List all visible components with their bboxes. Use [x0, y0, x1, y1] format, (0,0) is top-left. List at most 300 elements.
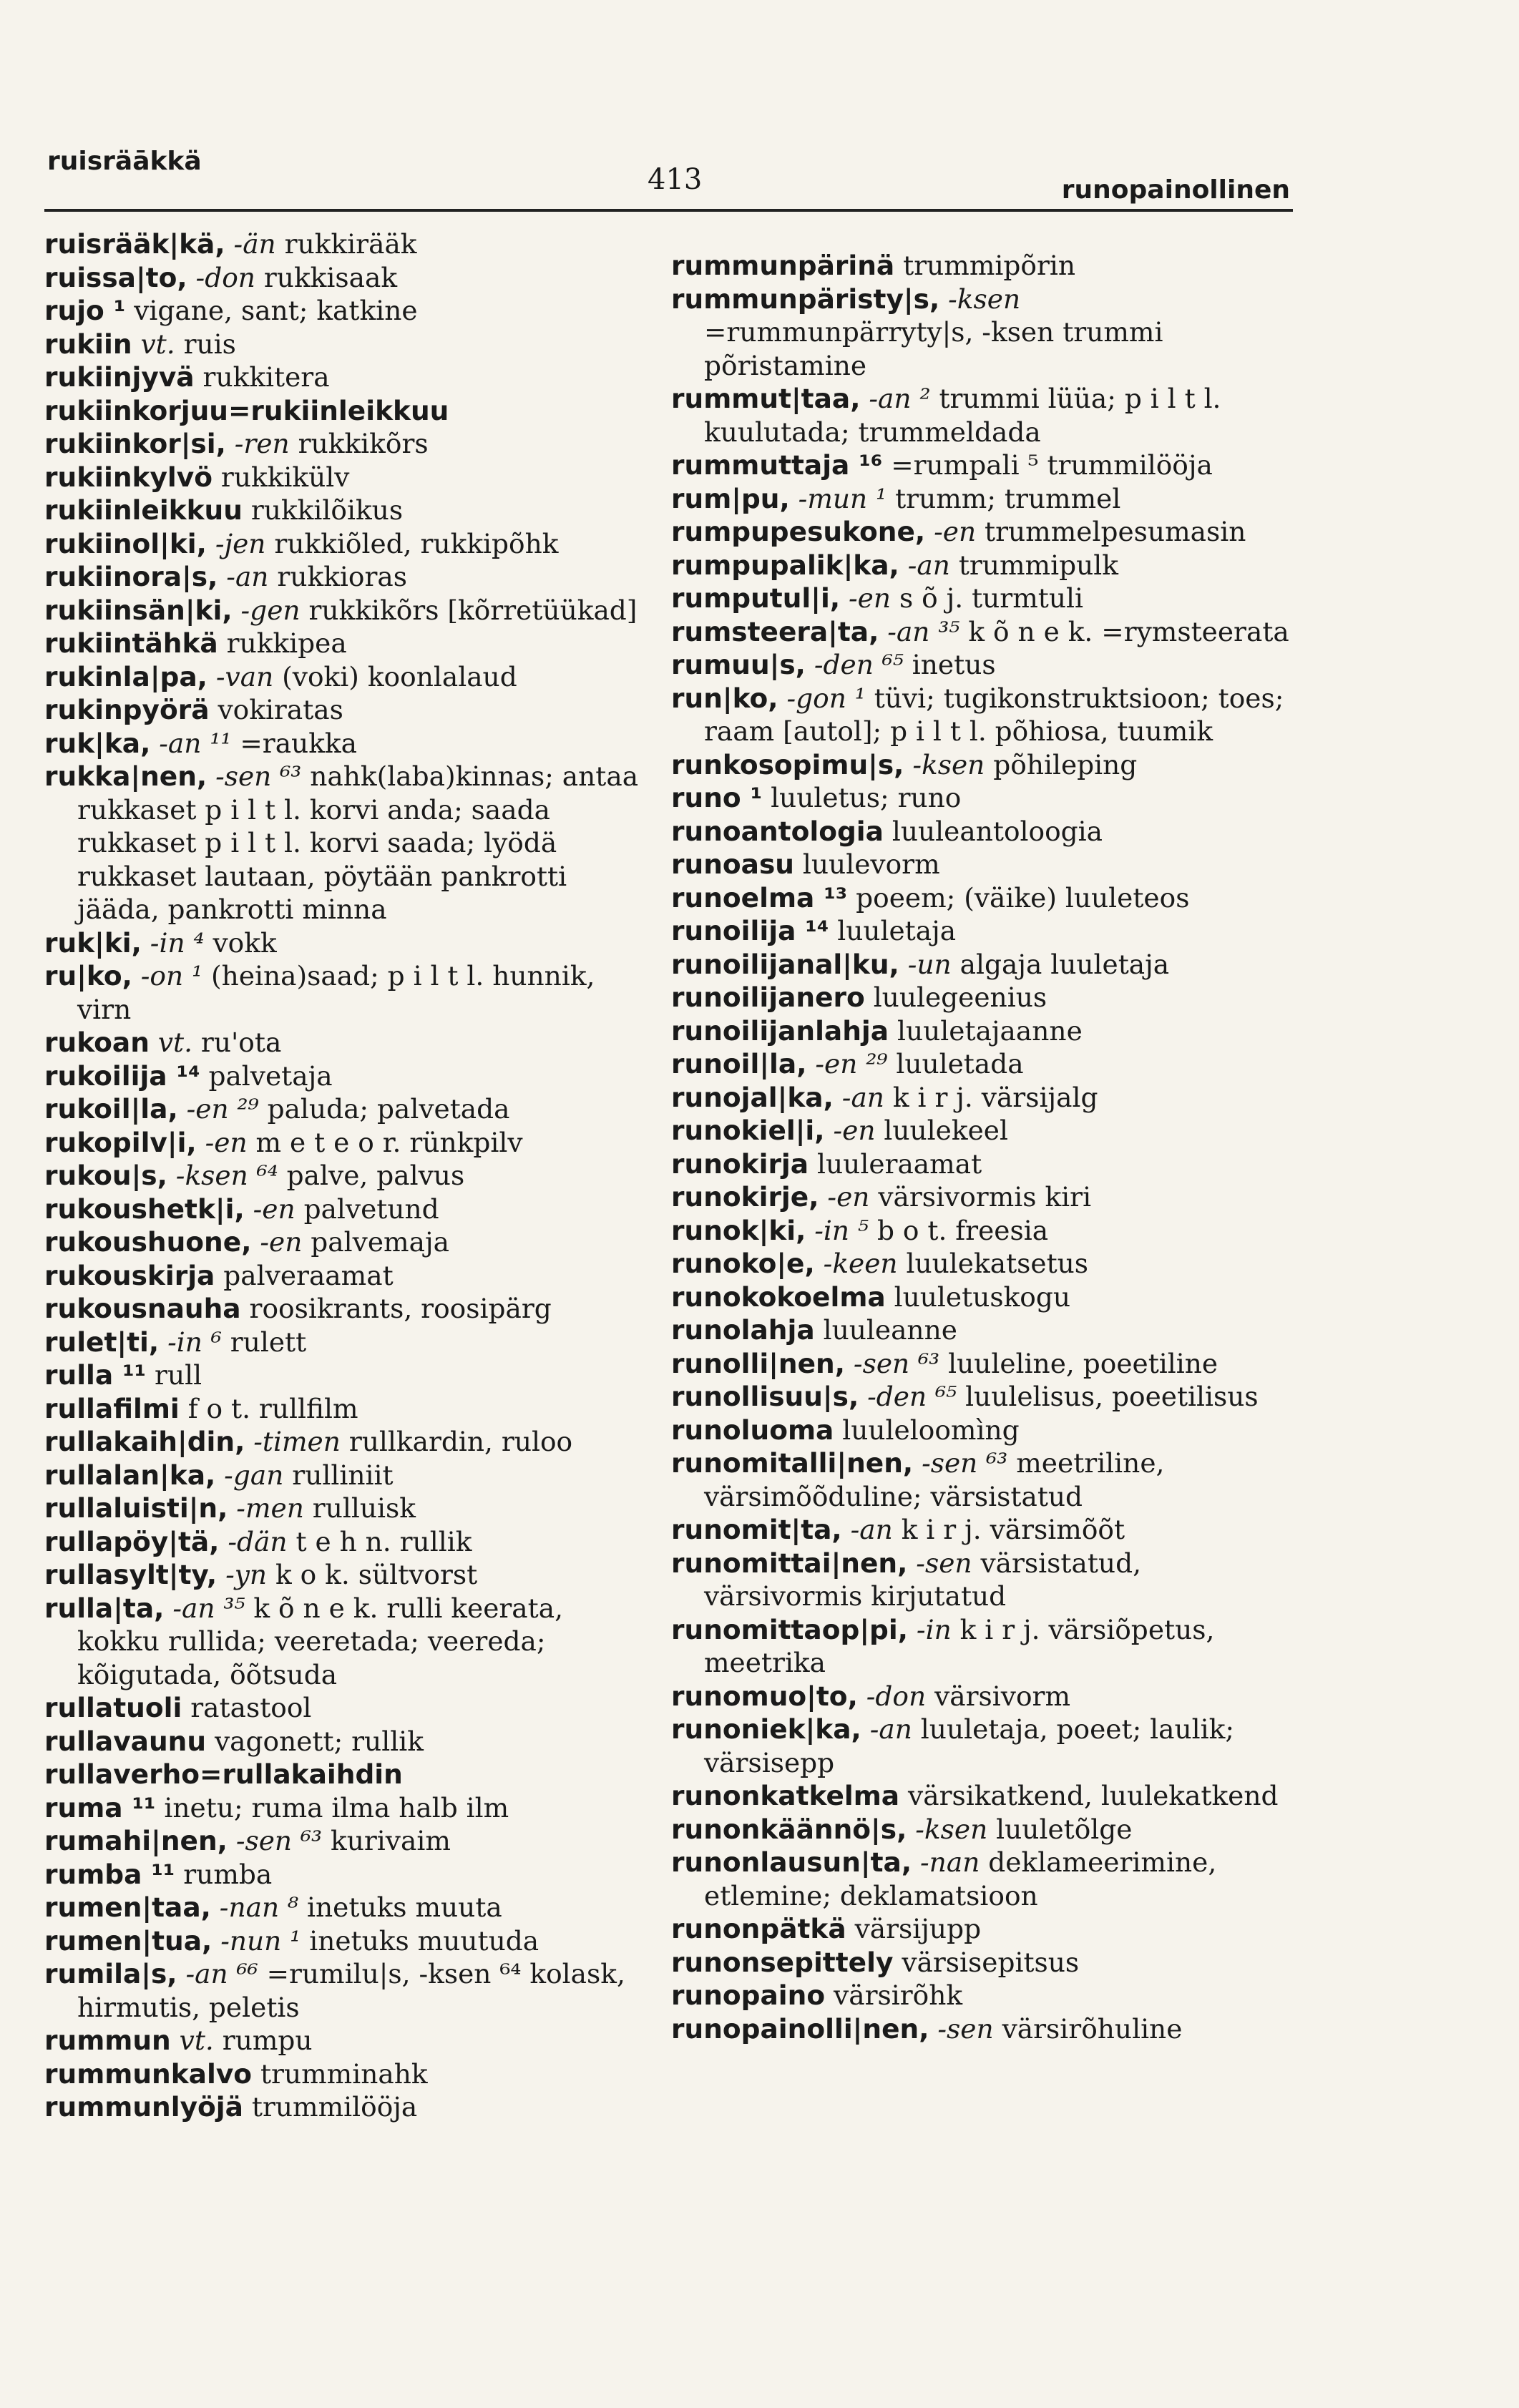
entry-headword: rumpupalik|ka,	[671, 549, 899, 581]
entry-grammar: -sen ⁶³	[922, 1447, 1008, 1479]
entry-definition: vokiratas	[218, 694, 343, 725]
dictionary-entry	[44, 627, 653, 660]
entry-definition: rukkirääk	[284, 228, 417, 260]
dictionary-entry	[671, 2012, 1294, 2046]
entry-headword: rullatuoli	[44, 1692, 182, 1723]
entry-headword: run|ko,	[671, 682, 778, 714]
entry-grammar: -gon ¹	[786, 682, 866, 714]
entry-headword: runoilija ¹⁴	[671, 915, 829, 946]
entry-definition: k o k. sültvorst	[275, 1559, 478, 1590]
entry-definition: vigane, sant; katkine	[134, 295, 418, 326]
dictionary-entry	[671, 1946, 1294, 1979]
dictionary-entry	[44, 926, 653, 960]
entry-headword: rumuu|s,	[671, 649, 806, 680]
entry-grammar: -gan	[224, 1459, 284, 1491]
entry-headword: rummunkalvo	[44, 2057, 253, 2090]
entry-grammar: -keen	[823, 1248, 898, 1279]
dictionary-entry	[671, 549, 1294, 582]
entry-headword: runopaino	[671, 1979, 826, 2011]
entry-definition: k i r j. värsijalg	[892, 1081, 1098, 1113]
entry-definition: k õ n e k. =rymsteerata	[968, 615, 1289, 647]
right-column	[671, 249, 1294, 2045]
dictionary-entry	[671, 748, 1294, 782]
entry-definition: ruis	[183, 328, 236, 360]
entry-headword: rukinla|pa,	[44, 660, 207, 692]
entry-definition: k i r j. värsimõõt	[901, 1514, 1125, 1545]
entry-headword: runolahja	[671, 1314, 815, 1346]
entry-headword: rumen|taa,	[44, 1891, 211, 1923]
running-head-right: runopainollinen	[1061, 175, 1290, 205]
entry-headword: rukinpyörä	[44, 694, 210, 725]
entry-definition: värsirõhk	[834, 1979, 963, 2011]
entry-definition: luuleline, poeetiline	[948, 1347, 1218, 1379]
dictionary-entry	[44, 1326, 653, 1359]
dictionary-entry	[44, 1292, 653, 1326]
entry-definition: luulegeenius	[873, 982, 1047, 1013]
entry-definition: rukkikõrs	[298, 428, 429, 459]
entry-grammar: -an ³⁵	[172, 1592, 245, 1624]
entry-headword: runonkäännö|s,	[671, 1813, 907, 1845]
entry-definition: värsisepitsus	[902, 1946, 1080, 1978]
entry-headword: rukoushuone,	[44, 1226, 252, 1258]
dictionary-entry	[671, 1014, 1294, 1048]
entry-definition: inetuks muuta	[307, 1891, 502, 1923]
entry-headword: rukopilv|i,	[44, 1126, 197, 1158]
dictionary-entry	[44, 227, 653, 261]
dictionary-entry	[44, 1725, 653, 1758]
entry-grammar: -sen ⁶³	[215, 760, 302, 792]
entry-headword: rullapöy|tä,	[44, 1525, 220, 1557]
dictionary-entry	[671, 1214, 1294, 1248]
entry-headword: ruk|ki,	[44, 926, 142, 959]
entry-definition: rullkardin, ruloo	[348, 1426, 573, 1457]
entry-headword: rukiin	[44, 328, 132, 360]
dictionary-entry	[44, 1525, 653, 1559]
entry-definition: s õ j. turmtuli	[899, 582, 1083, 614]
dictionary-entry	[671, 1147, 1294, 1181]
dictionary-entry	[671, 1447, 1294, 1513]
left-column	[44, 227, 653, 2124]
entry-grammar: -van	[215, 660, 274, 692]
entry-grammar: -in	[916, 1613, 952, 1645]
entry-headword: rukiinol|ki,	[44, 527, 207, 559]
dictionary-entry	[44, 693, 653, 727]
entry-grammar: -den ⁶⁵	[867, 1381, 957, 1412]
dictionary-entry	[671, 283, 1294, 383]
entry-definition: palve, palvus	[286, 1160, 465, 1191]
dictionary-entry	[44, 1359, 653, 1392]
dictionary-entry	[44, 1592, 653, 1692]
dictionary-entry	[44, 2057, 653, 2091]
entry-headword: rullakaih|din,	[44, 1426, 245, 1457]
entry-headword: runonpätkä	[671, 1913, 846, 1944]
entry-headword: runolli|nen,	[671, 1347, 845, 1379]
entry-definition: trummipulk	[958, 549, 1118, 581]
entry-headword: rullaverho=rullakaihdin	[44, 1758, 403, 1790]
entry-headword: runoniek|ka,	[671, 1713, 861, 1745]
entry-headword: rullavaunu	[44, 1725, 207, 1757]
dictionary-entry	[44, 361, 653, 394]
entry-headword: ruk|ka,	[44, 727, 151, 759]
entry-headword: rukiinkorjuu=rukiinleikkuu	[44, 394, 449, 426]
entry-headword: runokirja	[671, 1147, 809, 1180]
dictionary-entry	[671, 1680, 1294, 1713]
entry-grammar: -timen	[253, 1426, 341, 1457]
dictionary-entry	[671, 948, 1294, 982]
entry-definition: kurivaim	[330, 1825, 451, 1856]
dictionary-entry	[671, 449, 1294, 482]
entry-headword: rullafilmi	[44, 1392, 180, 1424]
entry-grammar: vt.	[140, 328, 175, 360]
entry-grammar: -an	[841, 1081, 884, 1113]
entry-headword: runoil|la,	[671, 1048, 807, 1080]
entry-grammar: -mun ¹	[798, 482, 887, 514]
dictionary-entry	[44, 1957, 653, 2024]
entry-grammar: -an	[850, 1514, 893, 1545]
entry-headword: rukoan	[44, 1027, 150, 1058]
entry-definition: värsirõhuline	[1002, 2012, 1183, 2045]
dictionary-entry	[44, 494, 653, 527]
entry-headword: rukiinleikkuu	[44, 494, 243, 526]
entry-grammar: -nan ⁸	[219, 1891, 299, 1923]
entry-headword: rukou|s,	[44, 1160, 167, 1191]
dictionary-entry	[671, 515, 1294, 549]
dictionary-entry	[671, 1380, 1294, 1414]
dictionary-entry	[44, 727, 653, 760]
dictionary-entry	[671, 1047, 1294, 1081]
entry-definition: luuleraamat	[817, 1147, 982, 1180]
entry-headword: runoantologia	[671, 815, 884, 847]
entry-headword: rukiinsän|ki,	[44, 594, 233, 626]
entry-headword: runokokoelma	[671, 1281, 886, 1313]
dictionary-entry	[671, 1813, 1294, 1846]
entry-definition: =rumpali ⁵ trummilööja	[891, 449, 1213, 481]
entry-definition: trummilööja	[251, 2091, 418, 2123]
entry-grammar: -gen	[240, 594, 301, 626]
entry-headword: runoasu	[671, 848, 794, 880]
entry-definition: vagonett; rullik	[214, 1725, 424, 1757]
entry-definition: vokk	[213, 926, 277, 959]
entry-headword: runoilijanero	[671, 982, 865, 1013]
dictionary-entry	[671, 1281, 1294, 1314]
entry-definition: tüvi; tugikonstruktsioon; toes; raam [autol]; p i l t l. põhiosa, tuumik	[704, 682, 1284, 747]
entry-headword: rullasylt|ty,	[44, 1559, 218, 1590]
entry-headword: runokiel|i,	[671, 1115, 825, 1146]
entry-definition: inetu; ruma ilma halb ilm	[164, 1791, 509, 1824]
entry-grammar: -an ²	[869, 383, 931, 414]
dictionary-entry	[44, 1824, 653, 1858]
entry-definition: rulett	[230, 1326, 307, 1358]
entry-definition: inetus	[912, 649, 996, 680]
dictionary-entry	[671, 1347, 1294, 1381]
dictionary-entry	[671, 1513, 1294, 1547]
entry-definition: ratastool	[190, 1692, 312, 1723]
entry-definition: rulluisk	[312, 1492, 416, 1524]
entry-definition: palvetund	[303, 1193, 439, 1225]
entry-definition: deklameerimine, etlemine; deklamatsioon	[704, 1846, 1217, 1912]
entry-headword: rukka|nen,	[44, 760, 207, 792]
entry-headword: rukiinora|s,	[44, 561, 218, 592]
entry-grammar: -ksen ⁶⁴	[175, 1160, 278, 1191]
dictionary-entry	[44, 1159, 653, 1193]
dictionary-entry	[44, 427, 653, 461]
dictionary-entry	[671, 914, 1294, 948]
entry-definition: rukkitera	[202, 361, 330, 393]
entry-grammar: -an	[869, 1713, 912, 1745]
entry-headword: rumputul|i,	[671, 582, 841, 614]
entry-definition: rukkilõikus	[250, 494, 404, 526]
entry-headword: runonsepittely	[671, 1946, 894, 1978]
entry-definition: (heina)saad; p i l t l. hunnik, virn	[77, 960, 595, 1025]
entry-headword: rullalan|ka,	[44, 1459, 216, 1491]
entry-definition: luuletuskogu	[894, 1281, 1071, 1313]
running-head-left: ruisräākkä	[47, 147, 202, 176]
dictionary-entry	[44, 1791, 653, 1825]
entry-grammar: -den ⁶⁵	[814, 649, 904, 680]
entry-grammar: -en	[849, 582, 892, 614]
entry-headword: runok|ki,	[671, 1214, 806, 1246]
dictionary-entry	[44, 1459, 653, 1492]
entry-grammar: -en	[827, 1181, 870, 1213]
entry-headword: ru|ko,	[44, 960, 132, 992]
dictionary-entry	[44, 294, 653, 328]
entry-grammar: -en	[260, 1226, 303, 1258]
entry-definition: luuleantoloogia	[892, 815, 1103, 847]
entry-headword: rukouskirja	[44, 1259, 215, 1291]
entry-headword: rukoilija ¹⁴	[44, 1059, 200, 1092]
entry-definition: =rummunpärryty|s, -ksen trummi põristamine	[704, 316, 1163, 381]
entry-definition: luuletus; runo	[771, 782, 962, 813]
dictionary-entry	[671, 482, 1294, 516]
entry-grammar: -don	[195, 261, 255, 293]
entry-definition: trummi lüüa; p i l t l. kuulutada; trummeldada	[704, 383, 1221, 448]
entry-grammar: -sen	[916, 1547, 972, 1579]
entry-definition: luulekeel	[884, 1115, 1008, 1146]
entry-definition: värsivormis kiri	[878, 1181, 1092, 1213]
dictionary-entry	[44, 1858, 653, 1891]
dictionary-entry	[671, 1313, 1294, 1347]
entry-definition: f o t. rullfilm	[187, 1392, 358, 1424]
entry-headword: runomit|ta,	[671, 1514, 842, 1545]
dictionary-entry	[671, 1713, 1294, 1779]
entry-definition: algaja luuletaja	[959, 948, 1170, 980]
dictionary-entry	[44, 1026, 653, 1059]
dictionary-entry	[671, 981, 1294, 1014]
entry-headword: runojal|ka,	[671, 1081, 834, 1113]
dictionary-entry	[671, 1081, 1294, 1115]
dictionary-entry	[44, 461, 653, 494]
dictionary-entry	[44, 1924, 653, 1958]
entry-definition: luuletada	[896, 1048, 1024, 1080]
entry-headword: runo ¹	[671, 782, 763, 813]
entry-definition: rulliniit	[292, 1459, 394, 1491]
dictionary-entry	[671, 682, 1294, 748]
entry-definition: rukkikõrs [kõrretüükad]	[308, 594, 638, 626]
dictionary-entry	[44, 660, 653, 694]
entry-grammar: -sen ⁶³	[235, 1825, 323, 1856]
entry-definition: luulekatsetus	[906, 1248, 1089, 1279]
dictionary-entry	[44, 527, 653, 561]
dictionary-entry	[44, 1425, 653, 1459]
entry-headword: rummut|taa,	[671, 383, 861, 414]
dictionary-entry	[44, 1558, 653, 1592]
entry-grammar: -ren	[234, 428, 290, 459]
entry-headword: runomittai|nen,	[671, 1547, 908, 1579]
entry-grammar: -in ⁴	[150, 926, 205, 959]
entry-definition: luuleanne	[823, 1314, 957, 1346]
entry-definition: k õ n e k. rulli keerata, kokku rullida; veeretada; veereda; kõigutada, õõtsuda	[77, 1592, 564, 1690]
entry-definition: poeem; (väike) luuleteos	[856, 881, 1190, 914]
entry-headword: runomuo|to,	[671, 1680, 858, 1712]
dictionary-entry	[44, 1259, 653, 1293]
entry-headword: rulla|ta,	[44, 1592, 165, 1624]
dictionary-entry	[44, 1092, 653, 1126]
entry-grammar: -en	[934, 516, 977, 547]
entry-definition: värsivorm	[934, 1680, 1071, 1712]
dictionary-entry	[44, 2024, 653, 2057]
entry-grammar: -en ²⁹	[815, 1048, 888, 1080]
entry-grammar: -en	[833, 1115, 876, 1146]
entry-definition: k i r j. värsiõpetus, meetrika	[704, 1613, 1215, 1678]
entry-grammar: -en	[205, 1126, 248, 1158]
entry-definition: meetriline, värsimõõduline; värsistatud	[704, 1447, 1165, 1512]
dictionary-entry	[671, 382, 1294, 449]
entry-grammar: -an ⁶⁶	[185, 1958, 258, 1989]
dictionary-entry	[671, 1114, 1294, 1147]
entry-headword: runollisuu|s,	[671, 1381, 859, 1412]
entry-headword: rukoushetk|i,	[44, 1193, 245, 1225]
entry-definition: rukkisaak	[263, 261, 398, 293]
entry-definition: palveraamat	[223, 1259, 394, 1291]
dictionary-entry	[671, 815, 1294, 848]
entry-definition: värsistatud, värsivormis kirjutatud	[704, 1547, 1141, 1612]
entry-headword: rukiinjyvä	[44, 361, 195, 393]
entry-headword: runonlausun|ta,	[671, 1846, 912, 1878]
entry-headword: runoluoma	[671, 1414, 834, 1446]
entry-headword: rukoil|la,	[44, 1093, 178, 1125]
entry-grammar: -sen ⁶³	[853, 1347, 940, 1379]
entry-headword: rukousnauha	[44, 1293, 241, 1324]
entry-headword: rummunlyöjä	[44, 2091, 243, 2123]
entry-headword: rukiintähkä	[44, 627, 218, 659]
entry-headword: runkosopimu|s,	[671, 748, 904, 780]
dictionary-entry	[671, 781, 1294, 815]
entry-grammar: -ksen	[912, 748, 985, 780]
entry-grammar: -ksen	[915, 1813, 988, 1845]
entry-headword: rum|pu,	[671, 482, 790, 514]
entry-headword: runomitalli|nen,	[671, 1447, 914, 1479]
entry-grammar: -men	[236, 1492, 304, 1524]
entry-definition: värsijupp	[854, 1913, 982, 1944]
entry-definition: paluda; palvetada	[267, 1093, 510, 1125]
entry-grammar: -än	[233, 228, 276, 260]
entry-definition: luulelisus, poeetilisus	[965, 1381, 1259, 1412]
entry-grammar: -an ³⁵	[887, 615, 960, 647]
entry-definition: b o t. freesia	[876, 1214, 1049, 1246]
dictionary-entry	[671, 1779, 1294, 1813]
entry-definition: luuleloomìng	[842, 1414, 1020, 1446]
entry-definition: trummelpesumasin	[985, 516, 1246, 547]
dictionary-entry	[44, 1492, 653, 1525]
header-rule	[44, 209, 1293, 212]
dictionary-entry	[44, 1126, 653, 1160]
entry-grammar: vt.	[179, 2025, 214, 2056]
dictionary-entry	[44, 1392, 653, 1426]
entry-definition: palvetaja	[208, 1059, 333, 1092]
entry-definition: trumm; trummel	[895, 482, 1121, 514]
entry-headword: rumen|tua,	[44, 1924, 213, 1957]
entry-definition: rukkikülv	[220, 461, 350, 493]
dictionary-entry	[44, 1691, 653, 1725]
entry-headword: rukiinkor|si,	[44, 428, 226, 459]
entry-grammar: -sen	[937, 2012, 994, 2045]
entry-definition: rukkipea	[226, 627, 347, 659]
dictionary-entry	[671, 881, 1294, 915]
entry-headword: rumpupesukone,	[671, 516, 926, 547]
entry-definition: rukkioras	[277, 561, 408, 592]
entry-headword: rummun	[44, 2025, 171, 2056]
entry-headword: runopainolli|nen,	[671, 2012, 929, 2045]
entry-headword: runonkatkelma	[671, 1780, 900, 1811]
dictionary-entry	[671, 1912, 1294, 1946]
entry-definition: rull	[155, 1359, 202, 1391]
entry-headword: rumsteera|ta,	[671, 615, 879, 647]
entry-definition: ru'ota	[200, 1027, 282, 1058]
entry-headword: rulla ¹¹	[44, 1359, 147, 1391]
dictionary-entry	[44, 1059, 653, 1093]
entry-grammar: -un	[907, 948, 952, 980]
entry-grammar: -an	[226, 561, 269, 592]
entry-headword: rumila|s,	[44, 1958, 177, 1989]
entry-definition: trumminahk	[260, 2057, 428, 2090]
entry-headword: runomittaop|pi,	[671, 1613, 908, 1645]
dictionary-entry	[44, 959, 653, 1026]
entry-definition: nahk(laba)kinnas; antaa rukkaset p i l t l. korvi anda; saada rukkaset p i l t l. korvi saada; lyödä rukkaset lautaan, pöytään pankrotti jääda, pankrotti minna	[77, 760, 639, 925]
dictionary-entry	[44, 760, 653, 926]
entry-definition: luulevorm	[802, 848, 940, 880]
entry-definition: rukkiõled, rukkipõhk	[274, 527, 559, 559]
entry-definition: =rumilu|s, -ksen ⁶⁴ kolask, hirmutis, peletis	[77, 1958, 625, 2023]
dictionary-entry	[44, 594, 653, 627]
entry-definition: rumpu	[222, 2025, 313, 2056]
dictionary-entry	[671, 1180, 1294, 1214]
dictionary-entry	[671, 615, 1294, 649]
entry-headword: rummuttaja ¹⁶	[671, 449, 883, 481]
entry-grammar: vt.	[157, 1027, 192, 1058]
entry-grammar: -on ¹	[140, 960, 203, 992]
entry-grammar: -in ⁶	[167, 1326, 222, 1358]
dictionary-entry	[671, 1979, 1294, 2012]
dictionary-entry	[671, 1247, 1294, 1281]
dictionary-entry	[44, 1193, 653, 1226]
entry-grammar: -yn	[225, 1559, 268, 1590]
entry-definition: trummipõrin	[903, 250, 1076, 281]
entry-grammar: -an ¹¹	[159, 727, 232, 759]
entry-headword: rumba ¹¹	[44, 1858, 175, 1890]
entry-headword: ruma ¹¹	[44, 1791, 156, 1824]
entry-headword: rullaluisti|n,	[44, 1492, 228, 1524]
dictionary-entry	[671, 1547, 1294, 1613]
entry-headword: rulet|ti,	[44, 1326, 160, 1358]
dictionary-entry	[44, 560, 653, 594]
entry-grammar: -an	[907, 549, 950, 581]
dictionary-entry	[671, 1846, 1294, 1912]
dictionary-entry	[44, 394, 653, 428]
entry-headword: runoko|e,	[671, 1248, 815, 1279]
page-number: 413	[648, 163, 703, 196]
dictionary-entry	[44, 1891, 653, 1924]
entry-grammar: -dän	[228, 1525, 288, 1557]
